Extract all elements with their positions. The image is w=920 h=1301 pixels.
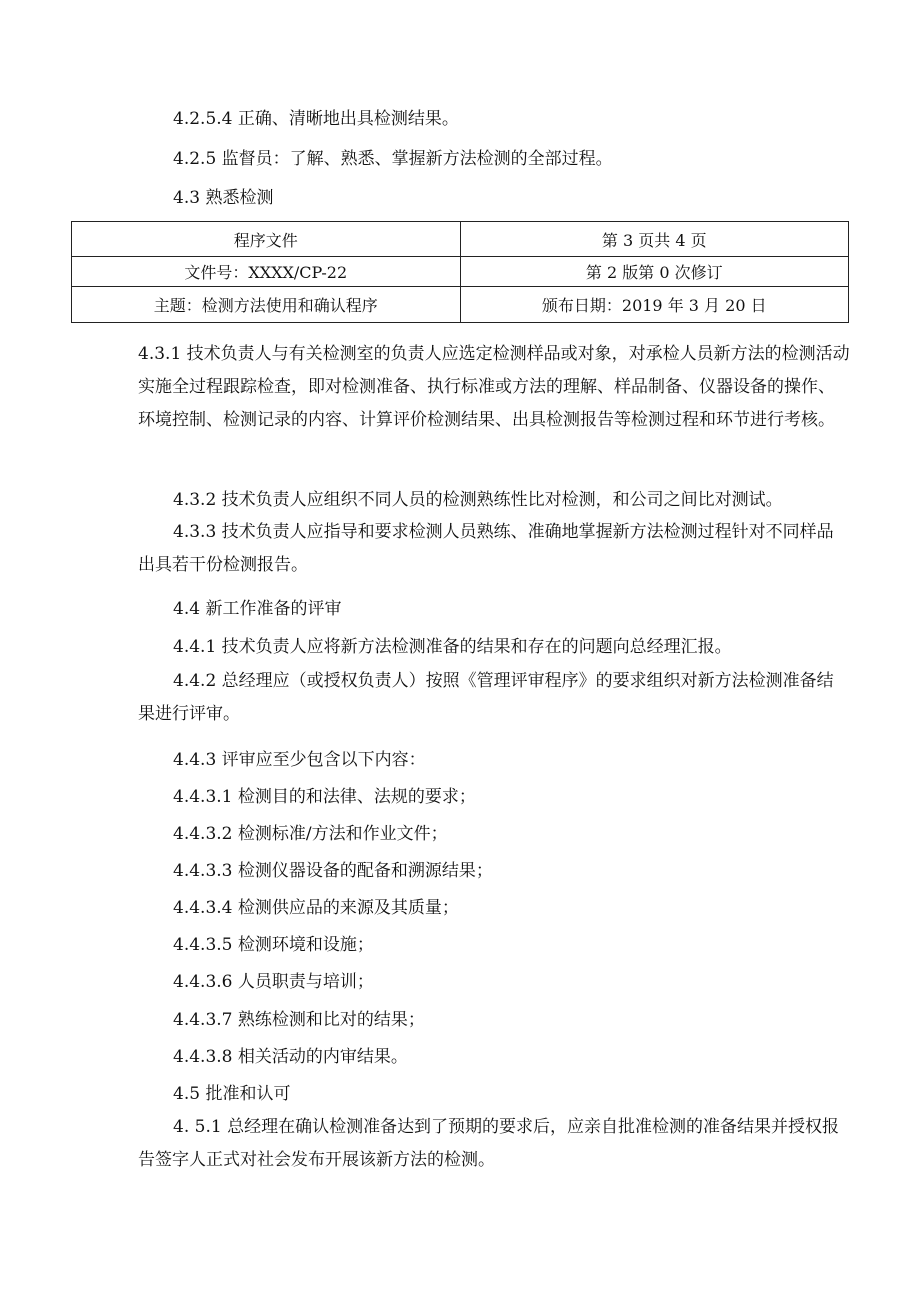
paragraph-4-4-3-3: 4.4.3.3 检测仪器设备的配备和溯源结果； [173,861,493,881]
section-heading-4-5: 4.5 批准和认可 [173,1084,291,1104]
paragraph-4-3-2: 4.3.2 技术负责人应组织不同人员的检测熟练性比对检测，和公司之间比对测试。 [173,490,783,510]
issue-date-cell: 颁布日期：2019 年 3 月 20 日 [460,287,849,323]
paragraph-4-5-1: 4. 5.1 总经理在确认检测准备达到了预期的要求后，应亲自批准检测的准备结果并授权报告签字人正式对社会发布开展该新方法的检测。 [138,1117,840,1170]
revision-cell: 第 2 版第 0 次修订 [460,257,849,287]
paragraph-4-4-3: 4.4.3 评审应至少包含以下内容： [173,750,426,770]
subject-cell: 主题：检测方法使用和确认程序 [72,287,461,323]
section-heading-4-4: 4.4 新工作准备的评审 [173,599,342,619]
paragraph-4-2-5: 4.2.5 监督员：了解、熟悉、掌握新方法检测的全部过程。 [173,149,613,169]
paragraph-4-4-3-7: 4.4.3.7 熟练检测和比对的结果； [173,1010,425,1030]
section-heading-4-3: 4.3 熟悉检测 [173,188,274,208]
paragraph-4-4-2: 4.4.2 总经理应（或授权负责人）按照《管理评审程序》的要求组织对新方法检测准备结果进行评审。 [138,671,834,724]
paragraph-4-4-3-8: 4.4.3.8 相关活动的内审结果。 [173,1047,408,1067]
paragraph-4-4-1: 4.4.1 技术负责人应将新方法检测准备的结果和存在的问题向总经理汇报。 [173,637,732,657]
doc-number-cell: 文件号：XXXX/CP-22 [72,257,461,287]
paragraph-4-3-3: 4.3.3 技术负责人应指导和要求检测人员熟练、准确地掌握新方法检测过程针对不同样品出具若干份检测报告。 [138,522,834,575]
paragraph-4-4-3-6: 4.4.3.6 人员职责与培训； [173,972,374,992]
paragraph-4-4-3-4: 4.4.3.4 检测供应品的来源及其质量； [173,898,459,918]
paragraph-4-3-1: 4.3.1 技术负责人与有关检测室的负责人应选定检测样品或对象，对承检人员新方法的检测活动实施全过程跟踪检查，即对检测准备、执行标准或方法的理解、样品制备、仪器设备的操作、环境控制、检测记录的内容、计算评价检测结果、出具检测报告等检测过程和环节进行考核。 [138,344,850,430]
paragraph-4-4-3-5: 4.4.3.5 检测环境和设施； [173,935,374,955]
page-info-cell: 第 3 页共 4 页 [460,222,849,257]
paragraph-4-4-3-1: 4.4.3.1 检测目的和法律、法规的要求； [173,787,476,807]
doc-type-cell: 程序文件 [72,222,461,257]
paragraph-4-2-5-4: 4.2.5.4 正确、清晰地出具检测结果。 [173,109,459,129]
paragraph-4-4-3-2: 4.4.3.2 检测标准/方法和作业文件； [173,824,448,844]
document-header-table [71,221,849,323]
